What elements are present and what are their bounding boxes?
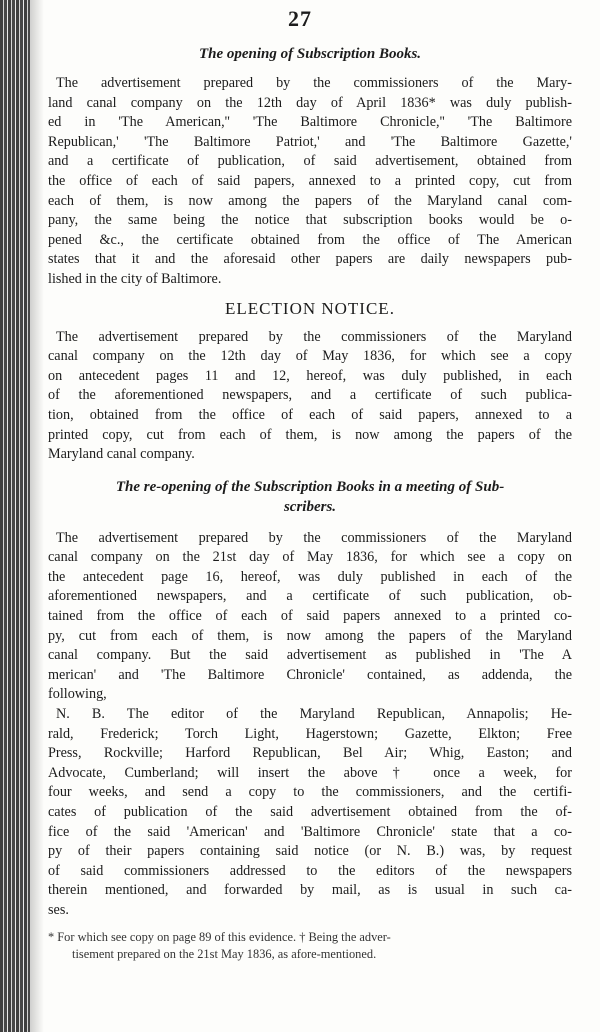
text-line: Press, Rockville; Harford Republican, Bel Air; Whig, Easton; and [48,745,572,762]
text-line: py, cut from each of them, is now among the papers of the Maryland [48,627,572,644]
footnote-line: * For which see copy on page 89 of this evidence. † Being the adver- [48,929,391,944]
text-line: and a certificate of publication, of said advertisement, obtained from [48,153,572,170]
text-line: states that it and the aforesaid other papers are daily newspapers pub- [48,251,572,268]
text-line: Maryland canal company. [48,446,195,463]
text-line: the antecedent page 16, hereof, was duly published in each of the [48,568,572,585]
text-line: cates of publication of the said advertisement obtained from the of- [48,804,572,820]
text-line: the office of each of said papers, annexed to a printed copy, cut from [48,172,572,189]
text-line: Republican,' 'The Baltimore Patriot,' and 'The Baltimore Gazette,' [48,133,572,150]
text-line: ses. [48,901,69,918]
heading-line: scribers. [283,498,337,515]
text-line: rald, Frederick; Torch Light, Hagerstown; Gazette, Elkton; Free [48,725,572,742]
text-line: aforementioned newspapers, and a certificate of such publication, ob- [48,588,572,605]
text-line: pany, the same being the notice that subscription books would be o- [48,212,572,229]
section-heading-opening-books: The opening of Subscription Books. [198,46,422,62]
text-line: Advocate, Cumberland; will insert the above† once a week, for [48,764,572,781]
text-line: printed copy, cut from each of them, is now among the papers of the [48,426,572,443]
text-line: py of their papers containing said notice (or N. B.) was, by request [48,843,572,860]
paragraph-reopening-books [48,529,572,921]
text-line: four weeks, and send a copy to the commissioners, and the certifi- [48,784,572,801]
page-body [48,44,572,963]
binding-shadow [30,0,44,1032]
text-line: therein mentioned, and forwarded by mail, as is usual in such ca- [48,882,572,899]
paragraph-opening-books [48,74,572,290]
text-line: on antecedent pages 11 and 12, hereof, was duly published, in each [48,367,572,384]
text-line: following, [48,686,107,703]
footnote [48,929,572,963]
text-line: The advertisement prepared by the commissioners of the Maryland [56,529,572,546]
text-line: ed in 'The American,'' 'The Baltimore Chronicle,'' 'The Baltimore [48,114,572,131]
section-heading-election-notice: ELECTION NOTICE. [225,298,395,318]
text-line: lished in the city of Baltimore. [48,270,222,287]
text-line: merican' and 'The Baltimore Chronicle' contained, as addenda, the [48,666,572,683]
text-line: The advertisement prepared by the commissioners of the Mary- [56,75,572,91]
text-line: tion, obtained from the office of each of said papers, annexed to a [48,406,572,423]
text-line: of said commissioners addressed to the editors of the newspapers [48,862,572,879]
text-line: canal company on the 12th day of May 1836, for which see a copy [48,348,572,365]
page-number: 27 [288,6,312,31]
footnote-line: tisement prepared on the 21st May 1836, as afore-mentioned. [72,946,377,961]
section-heading-reopening-books [48,477,572,517]
paragraph-election-notice [48,328,572,465]
text-line: each of them, is now among the papers of the Maryland canal com- [48,192,572,209]
book-binding-edge [0,0,30,1032]
text-line: canal company. But the said advertisement as published in 'The A [48,647,572,664]
heading-line: The re-opening of the Subscription Books in a meeting of Sub- [115,478,505,495]
text-line: fice of the said 'American' and 'Baltimore Chronicle' state that a co- [48,823,572,840]
text-line: pened &c., the certificate obtained from the office of The American [48,231,572,248]
text-line: N. B. The editor of the Maryland Republican, Annapolis; He- [56,706,572,723]
text-line: The advertisement prepared by the commissioners of the Maryland [56,328,572,345]
text-line: land canal company on the 12th day of April 1836* was duly publish- [48,94,572,111]
text-line: of the aforementioned newspapers, and a certificate of such publica- [48,387,572,404]
text-line: tained from the office of each of said papers annexed to a printed co- [48,608,572,625]
text-line: canal company on the 21st day of May 1836, for which see a copy on [48,549,572,566]
